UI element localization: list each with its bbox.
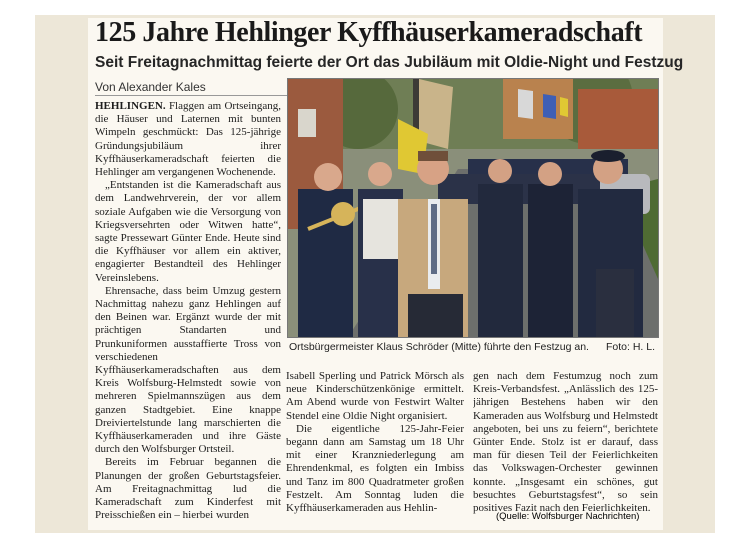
paragraph: Bereits im Februar begannen die Planungen der großen Geburtstagsfeier. Am Freitagnachmittag lud die Kameradschaft zum Kinderfest mit Preisschießen ein – hierbei wurden <box>95 456 281 522</box>
paragraph: Flaggen am Ortseingang, die Häuser und Laternen mit bunten Wimpeln geschmückt: Das 125-jährige Gründungsjubiläum ihrer Kyffhäuserkameradschaft feierten die Hehlinger am vergangenen Wochenende. <box>95 100 281 179</box>
article-subheadline: Seit Freitagnachmittag feierte der Ort das Jubiläum mit Oldie-Night und Festzug <box>95 54 684 71</box>
paragraph: „Entstanden ist die Kameradschaft aus dem Landwehrverein, der vor allem soziale Aufgaben wie die Versorgung von Kriegsversehrten oder Witwen hatte“, sagte Pressewart Günter Ende. Heute sind die Kyffhäuser vor allem ein aktiver, engagierter Bestandteil des Hehlinger Vereinslebens. <box>95 179 281 284</box>
source-note: (Quelle: Wolfsburger Nachrichten) <box>496 511 640 522</box>
photo-credit: Foto: H. L. <box>605 341 655 353</box>
article-column-1 <box>95 100 281 524</box>
paragraph: Isabell Sperling und Patrick Mörsch als neue Kinderschützenkönige ermittelt. Am Abend wurde von Festwirt Walter Stendel eine Oldie Night organisiert. <box>286 370 464 422</box>
parade-photo <box>287 78 659 338</box>
photo-caption-row <box>289 341 655 353</box>
article-headline: 125 Jahre Hehlinger Kyffhäuserkameradschaft <box>95 17 643 48</box>
article-column-3 <box>473 370 658 515</box>
article-byline: Von Alexander Kales <box>95 80 206 94</box>
paragraph: gen nach dem Festumzug noch zum Kreis-Verbandsfest. „Anlässlich des 125-jährigen Bestehens haben wir den Kameraden aus Wolfsburg und Helmstedt angeboten, bei uns zu feiern“, berichtete Günter Ende. Stolz ist er darauf, dass man für diesen Teil der Feierlichkeiten das Volkswagen-Orchester gewinnen konnte. „Insgesamt ein schönes, gut besuchtes Geburtstagsfest“, so sein positives Fazit nach den Feierlichkeiten. <box>473 370 658 515</box>
paragraph: Die eigentliche 125-Jahr-Feier begann dann am Samstag um 18 Uhr mit einer Kranzniederlegung am Ehrendenkmal, es folgten ein Imbiss und Tanz im 800 Quadratmeter großen Festzelt. Am Sonntag luden die Kyffhäuserkameraden aus Hehlin- <box>286 422 464 515</box>
dateline: HEHLINGEN. <box>95 100 166 112</box>
paragraph: Ehrensache, dass beim Umzug gestern Nachmittag nahezu ganz Hehlingen auf den Beinen war. Ergänzt wurde der mit prächtigen Standarten und Prunkuniformen ausstaffierte Tross von verschiedenen Kyffhäuserkameradschaften aus dem Kreis Wolfsburg-Helmstedt sowie von mehreren Spielmannszügen aus dem ganzen Stadtgebiet. Eine knappe Dreiviertelstunde lang marschierten die Kyffhäuserkameraden und ihre Gäste durch den Wolfsburger Ortsteil. <box>95 284 281 456</box>
article-column-2 <box>286 370 464 515</box>
photo-caption: Ortsbürgermeister Klaus Schröder (Mitte) führte den Festzug an. <box>289 341 589 353</box>
